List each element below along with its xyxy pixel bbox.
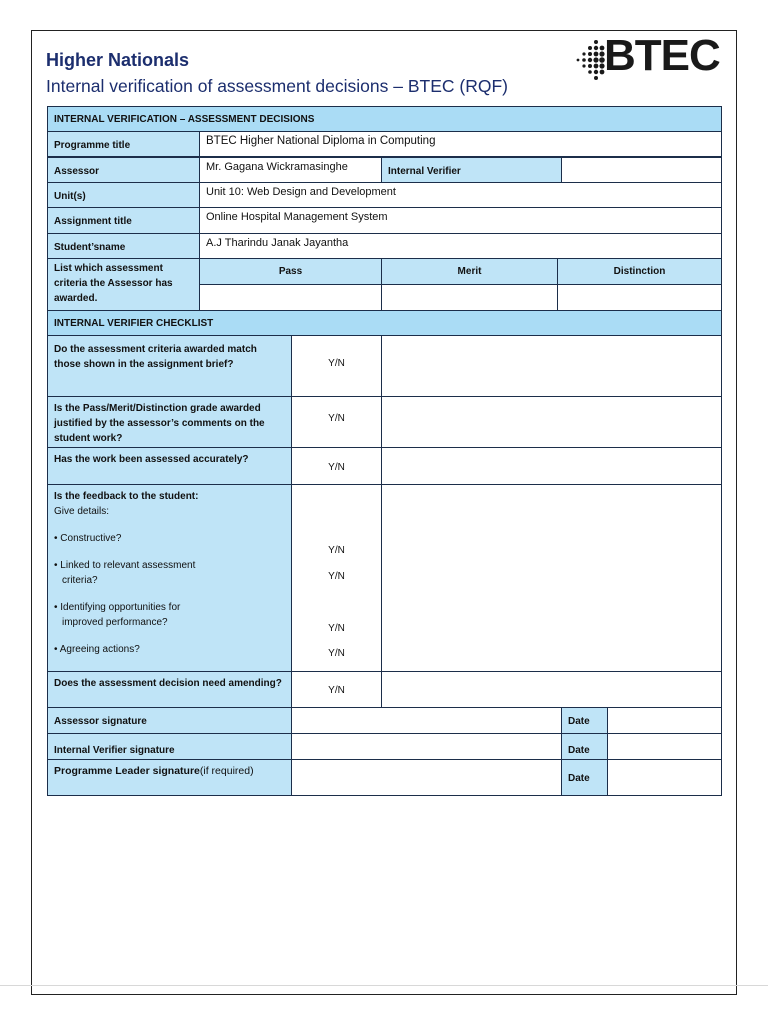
merit-header: Merit — [381, 258, 558, 285]
yn-text: Y/N — [328, 685, 345, 696]
yn-constructive: Y/N — [328, 545, 345, 556]
grade-justified-yn[interactable] — [291, 396, 382, 448]
programme-title-field[interactable]: BTEC Higher National Diploma in Computing — [199, 131, 722, 157]
bullet-opportunities: • Identifying opportunities for — [54, 602, 181, 613]
yn-linked-criteria: Y/N — [328, 571, 345, 582]
decision-amending-yn[interactable] — [291, 671, 382, 708]
bullet-constructive: • Constructive? — [54, 533, 122, 544]
question-feedback — [47, 484, 292, 672]
assessor-signature-field[interactable] — [291, 707, 562, 734]
question-decision-amending: Does the assessment decision need amending? — [47, 671, 292, 708]
pl-signature-label — [47, 759, 292, 796]
assessed-accurately-comments[interactable] — [381, 447, 722, 485]
assessor-field[interactable]: Mr. Gagana Wickramasinghe — [199, 157, 382, 183]
assessor-date-label: Date — [561, 707, 608, 734]
question-criteria-match: Do the assessment criteria awarded match those shown in the assignment brief? — [47, 335, 292, 397]
pl-signature-field[interactable] — [291, 759, 562, 796]
criteria-awarded-label: List which assessment criteria the Assessor has awarded. — [47, 258, 200, 311]
question-grade-justified: Is the Pass/Merit/Distinction grade awarded justified by the assessor’s comments on the student work? — [47, 396, 292, 448]
give-details-text: Give details: — [54, 506, 110, 517]
pass-criteria-field[interactable] — [199, 284, 382, 311]
yn-text: Y/N — [328, 413, 345, 424]
logo-wordmark: BTEC — [604, 31, 720, 80]
iv-date-field[interactable] — [607, 733, 722, 760]
assignment-title-field[interactable]: Online Hospital Management System — [199, 207, 722, 234]
internal-verifier-label: Internal Verifier — [381, 157, 562, 183]
assessor-signature-label: Assessor signature — [47, 707, 292, 734]
criteria-match-yn[interactable] — [291, 335, 382, 397]
logo-dots-icon — [574, 38, 606, 84]
feedback-yn-column[interactable] — [291, 484, 382, 672]
bullet-linked-criteria: • Linked to relevant assessment — [54, 560, 196, 571]
section-header-iv-checklist: INTERNAL VERIFIER CHECKLIST — [47, 310, 722, 336]
units-label: Unit(s) — [47, 182, 200, 208]
assessed-accurately-yn[interactable] — [291, 447, 382, 485]
student-name-field[interactable]: A.J Tharindu Janak Jayantha — [199, 233, 722, 259]
document-title: Higher Nationals — [46, 50, 190, 70]
distinction-header: Distinction — [557, 258, 722, 285]
units-field[interactable]: Unit 10: Web Design and Development — [199, 182, 722, 208]
feedback-comments[interactable] — [381, 484, 722, 672]
iv-signature-field[interactable] — [291, 733, 562, 760]
merit-criteria-field[interactable] — [381, 284, 558, 311]
iv-date-label: Date — [561, 733, 608, 760]
yn-text: Y/N — [328, 358, 345, 369]
decision-amending-comments[interactable] — [381, 671, 722, 708]
iv-signature-label: Internal Verifier signature — [47, 733, 292, 760]
btec-logo — [574, 31, 724, 88]
section-header-assessment-decisions: INTERNAL VERIFICATION – ASSESSMENT DECISIONS — [47, 106, 722, 132]
internal-verifier-field[interactable] — [561, 157, 722, 183]
pl-date-field[interactable] — [607, 759, 722, 796]
question-assessed-accurately: Has the work been assessed accurately? — [47, 447, 292, 485]
feedback-question-text: Is the feedback to the student: — [54, 491, 199, 502]
student-name-label: Student’sname — [47, 233, 200, 259]
bullet-opportunities-cont: improved performance? — [62, 617, 168, 628]
distinction-criteria-field[interactable] — [557, 284, 722, 311]
assessor-label: Assessor — [47, 157, 200, 183]
pl-date-label: Date — [561, 759, 608, 796]
bullet-agreeing-actions: • Agreeing actions? — [54, 644, 140, 655]
page-bottom-rule — [0, 985, 768, 986]
bullet-linked-criteria-cont: criteria? — [62, 575, 98, 586]
yn-text: Y/N — [328, 462, 345, 473]
yn-agreeing-actions: Y/N — [328, 648, 345, 659]
pl-signature-if-required: (if required) — [199, 765, 254, 777]
assignment-title-label: Assignment title — [47, 207, 200, 234]
yn-opportunities: Y/N — [328, 623, 345, 634]
assessor-date-field[interactable] — [607, 707, 722, 734]
pass-header: Pass — [199, 258, 382, 285]
criteria-match-comments[interactable] — [381, 335, 722, 397]
pl-signature-label-text: Programme Leader signature — [54, 765, 200, 777]
grade-justified-comments[interactable] — [381, 396, 722, 448]
programme-title-label: Programme title — [47, 131, 200, 157]
document-subtitle: Internal verification of assessment decisions – BTEC (RQF) — [46, 76, 508, 96]
